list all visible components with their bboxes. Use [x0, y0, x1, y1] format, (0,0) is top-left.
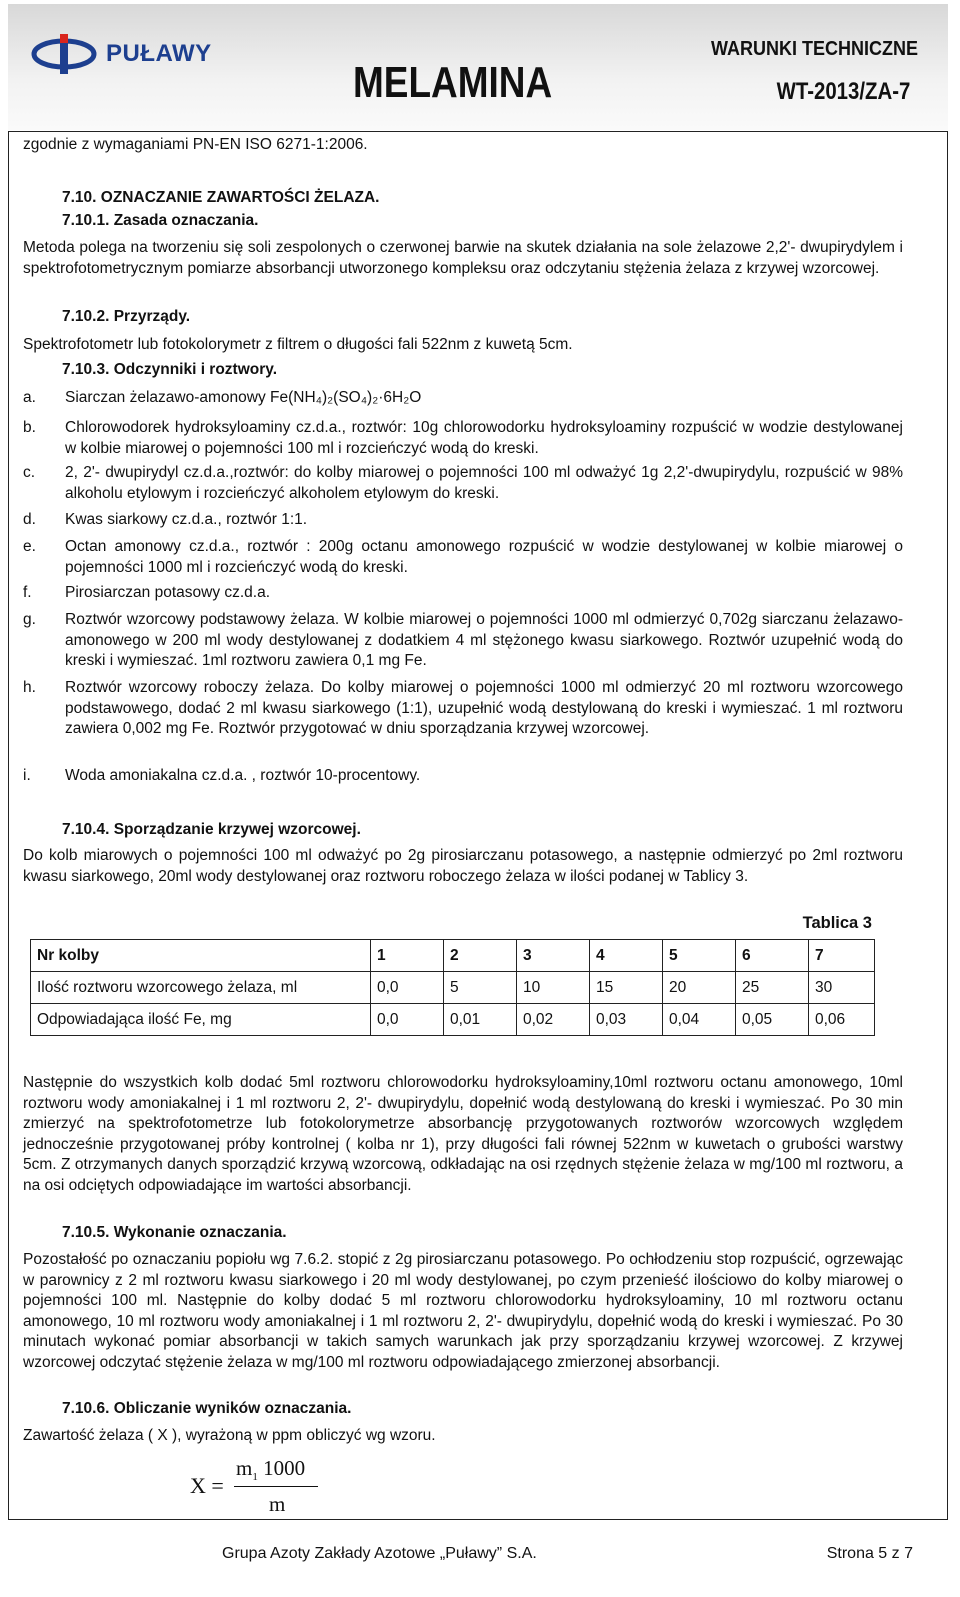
pulawy-logo-icon [30, 32, 100, 76]
execution-text: Pozostałość po oznaczaniu popiołu wg 7.6.2. stopić z 2g pirosiarczanu potasowego. Po ochłodzeniu stop rozpuścić, ogrzewając w parownicy z 2 ml roztworu kwasu siarkowego i 20 ml wody destylowanej, po czym przenieść ilościowo do kolby miarowej o pojemności 100 ml. Następnie do kolby dodać 5 ml roztworu chlorowodorku hydroksyloaminy, 10 ml roztworu octanu amonowego, 10 ml roztworu wody amoniakalnej i 1 ml roztworu 2, 2'- dwupirydylu, dopełnić wodą do kreski i wymieszać. Po 30 minutach wykonać pomiar absorbancji w takich samych warunkach jak przy sporządzaniu krzywej wzorcowej. Z krzywej wzorcowej odczytać stężenie żelaza w mg/100 ml roztworu odpowiadającego zmierzonej absorbancji. [23, 1251, 903, 1371]
brand-name: PUŁAWY [106, 40, 212, 67]
reagent-marker: f. [23, 584, 32, 601]
calibration-text: Do kolb miarowych o pojemności 100 ml odważyć po 2g pirosiarczanu potasowego, a następnie odmierzyć po 2ml roztworu kwasu siarkowego, 20ml wody destylowanej oraz roztworu roboczego żelaza w ilości podanej w Tablicy 3. [23, 847, 903, 885]
reagent-marker: d. [23, 511, 36, 528]
table-row [31, 972, 875, 1004]
footer-page-number: Strona 5 z 7 [826, 1545, 913, 1562]
table-cell: 25 [736, 972, 809, 1004]
table-cell: 1 [371, 940, 444, 972]
reagent-text: Woda amoniakalna cz.d.a. , roztwór 10-procentowy. [65, 767, 421, 784]
document-type: WARUNKI TECHNICZNE [711, 38, 918, 60]
table-cell: 15 [590, 972, 663, 1004]
subsection-heading-calculation: 7.10.6. Obliczanie wyników oznaczania. [62, 1400, 352, 1417]
principle-text: Metoda polega na tworzeniu się soli zespolonych o czerwonej barwie na skutek działania na sole żelazowe 2,2'- dwupirydylem i spektrofotometrycznym pomiarze absorbancji utworzonego kompleksu oraz odczytaniu stężenia żelaza z krzywej wzorcowej. [23, 239, 903, 277]
table-cell: 0,02 [517, 1004, 590, 1036]
subsection-heading-calibration: 7.10.4. Sporządzanie krzywej wzorcowej. [62, 821, 361, 838]
subsection-heading-instruments: 7.10.2. Przyrządy. [62, 308, 191, 325]
table-cell: 0,0 [371, 972, 444, 1004]
reagent-marker: i. [23, 767, 31, 784]
table-cell: 0,04 [663, 1004, 736, 1036]
fraction-bar [234, 1486, 318, 1487]
table-cell: Nr kolby [31, 940, 371, 972]
instruments-text: Spektrofotometr lub fotokolorymetr z filtrem o długości fali 522nm z kuwetą 5cm. [23, 336, 573, 353]
reagent-marker: h. [23, 679, 36, 696]
document-title: MELAMINA [353, 58, 553, 107]
reagent-text: Roztwór wzorcowy podstawowy żelaza. W kolbie miarowej o pojemności 1000 ml odmierzyć 0,702g siarczanu żelazawo-amonowego w 200 ml wody destylowanej z dodatkiem 4 ml stężonego kwasu siarkowego. Roztwór uzupełnić wodą do kreski i wymieszać. 1ml roztworu zawiera 0,1 mg Fe. [65, 611, 903, 669]
table-row [31, 940, 875, 972]
table-cell: Odpowiadająca ilość Fe, mg [31, 1004, 371, 1036]
reagent-marker: e. [23, 538, 36, 555]
reagent-marker: c. [23, 464, 36, 481]
table-caption: Tablica 3 [802, 914, 872, 932]
table-cell: 3 [517, 940, 590, 972]
reagent-text: Siarczan żelazawo-amonowy Fe(NH₄)₂(SO₄)₂·6H₂O [65, 389, 422, 406]
table-row [31, 1004, 875, 1036]
table-cell: 2 [444, 940, 517, 972]
reagent-text: Pirosiarczan potasowy cz.d.a. [65, 584, 271, 601]
table-cell: 0,01 [444, 1004, 517, 1036]
footer-company: Grupa Azoty Zakłady Azotowe „Puławy” S.A. [222, 1545, 537, 1562]
table-cell: Ilość roztworu wzorcowego żelaza, ml [31, 972, 371, 1004]
calculation-text: Zawartość żelaza ( X ), wyrażoną w ppm obliczyć wg wzoru. [23, 1427, 436, 1444]
formula-numerator: $m_1$ 1000 [236, 1456, 306, 1484]
iron-content-formula [190, 1458, 330, 1520]
reagent-text: Octan amonowy cz.d.a., roztwór : 200g octanu amonowego rozpuścić w wodzie destylowanej w kolbie miarowej o pojemności 1000 ml i rozcieńczyć wodą do kreski. [65, 538, 903, 576]
reagent-marker: b. [23, 419, 36, 436]
table-cell: 0,06 [809, 1004, 875, 1036]
table-cell: 6 [736, 940, 809, 972]
reagent-text: Roztwór wzorcowy roboczy żelaza. Do kolby miarowej o pojemności 1000 ml odmierzyć 20 ml roztworu wzorcowego podstawowego, dodać 2 ml kwasu siarkowego (1:1), uzupełnić wodą destylowaną do kreski i wymieszać. 1 ml roztworu zawiera 0,002 mg Fe. Roztwór przygotować w dniu sporządzania krzywej wzorcowej. [65, 679, 903, 737]
calibration-table [30, 939, 875, 1036]
subsection-heading-execution: 7.10.5. Wykonanie oznaczania. [62, 1224, 287, 1241]
table-cell: 10 [517, 972, 590, 1004]
table-cell: 0,0 [371, 1004, 444, 1036]
table-cell: 5 [444, 972, 517, 1004]
intro-line: zgodnie z wymaganiami PN-EN ISO 6271-1:2006. [23, 136, 368, 153]
subsection-heading-principle: 7.10.1. Zasada oznaczania. [62, 212, 259, 229]
reagent-marker: g. [23, 611, 36, 628]
table-cell: 7 [809, 940, 875, 972]
reagent-text: Kwas siarkowy cz.d.a., roztwór 1:1. [65, 511, 308, 528]
section-heading: 7.10. OZNACZANIE ZAWARTOŚCI ŻELAZA. [62, 189, 380, 206]
formula-denominator: m [269, 1492, 286, 1516]
document-code: WT-2013/ZA-7 [776, 78, 910, 105]
formula-lhs: X = [190, 1473, 224, 1498]
reagent-marker: a. [23, 389, 36, 406]
table-cell: 20 [663, 972, 736, 1004]
table-cell: 0,05 [736, 1004, 809, 1036]
reagent-text: Chlorowodorek hydroksyloaminy cz.d.a., roztwór: 10g chlorowodorku hydroksyloaminy rozpuścić w wodzie destylowanej w kolbie miarowej o pojemności 100 ml i rozcieńczyć wodą do kreski. [65, 419, 903, 457]
reagent-text: 2, 2'- dwupirydyl cz.d.a.,roztwór: do kolby miarowej o pojemności 100 ml odważyć 1g 2,2'-dwupirydylu, rozpuścić w 98% alkoholu etylowym i rozcieńczyć alkoholem etylowym do kreski. [65, 464, 903, 502]
page-header [8, 4, 948, 130]
table-cell: 30 [809, 972, 875, 1004]
subsection-heading-reagents: 7.10.3. Odczynniki i roztwory. [62, 361, 278, 378]
calibration-procedure-text: Następnie do wszystkich kolb dodać 5ml roztworu chlorowodorku hydroksyloaminy,10ml roztworu octanu amonowego, 10ml roztworu wody amoniakalnej i 1 ml roztworu 2, 2'- dwupirydylu, dopełnić wodą destylowaną do kreski i wymieszać. Po 30 min zmierzyć na spektrofotometrze lub fotokolorymetrze absorbancję przygotowanych roztworów wzorcowych względem jednocześnie przygotowanej próby kontrolnej ( kolba nr 1), przy długości fali równej 522nm w kuwetach o grubości warstwy 5cm. Z otrzymanych danych sporządzić krzywą wzorcową, odkładając na osi rzędnych stężenie żelaza w mg/100 ml roztworu, a na osi odciętych odpowiadające im wartości absorbancji. [23, 1074, 903, 1194]
table-cell: 5 [663, 940, 736, 972]
table-cell: 4 [590, 940, 663, 972]
table-cell: 0,03 [590, 1004, 663, 1036]
